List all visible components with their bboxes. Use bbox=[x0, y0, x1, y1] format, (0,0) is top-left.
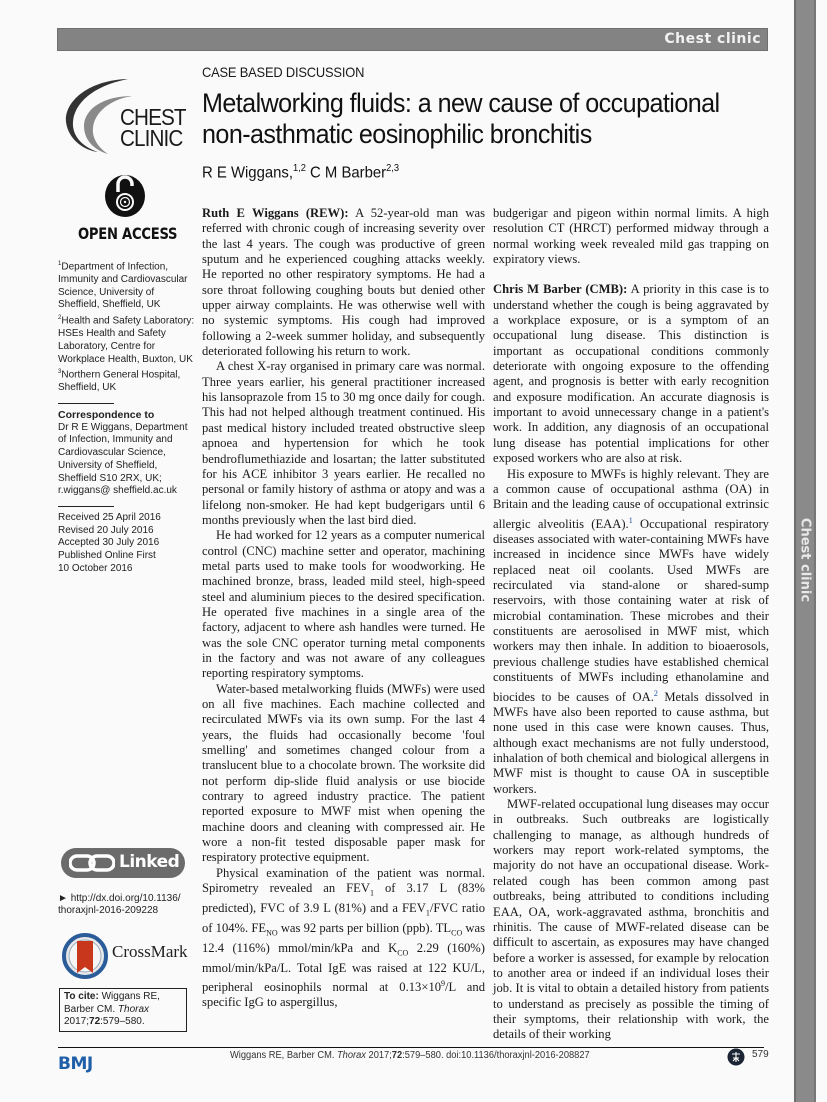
chain-link-icon bbox=[69, 854, 115, 872]
side-section-tab bbox=[794, 0, 816, 1102]
article-sidebar bbox=[58, 258, 198, 575]
affiliation: $^3$Northern General Hospital, Sheffield, UK bbox=[58, 369, 181, 394]
chest-clinic-logo bbox=[58, 76, 184, 156]
bmj-logo: BMJ bbox=[58, 1054, 93, 1074]
article-title: Metalworking fluids: a new cause of occupational non-asthmatic eosinophilic bronchitis bbox=[202, 88, 720, 149]
paragraph: MWF-related occupational lung diseases may occur in outbreaks. Such outbreaks are logistically challenging to manage, as although hundreds of workers may report work-related symptoms, the majority do not have an occupational disease. Work-related cough has been common among past outbreaks, being attributed to conditions including EAA, OA, work-aggravated asthma, bronchitis and rhinitis. The cause of MWF-related disease can be difficult to ascertain, as exposures may have changed before a worker is assessed, for example by relocation to another area or indeed if an individual loses their job. It is vital to obtain a detailed history from patients to understand as precisely as possible the timing of their symptoms, their relationship with work, the details of their working bbox=[493, 797, 769, 1042]
society-seal-icon bbox=[727, 1048, 745, 1066]
page-number: 579 bbox=[752, 1049, 769, 1060]
linked-article-link[interactable]: ► http://dx.doi.org/10.1136/ thoraxjnl-2016-209228 bbox=[58, 893, 181, 916]
open-lock-icon bbox=[104, 172, 146, 218]
section-label: Chest clinic bbox=[664, 31, 761, 47]
affiliation: $^1$Department of Infection, Immunity and Cardiovascular Science, University of Sheffield, Sheffield, UK bbox=[58, 261, 188, 311]
date-published: 10 October 2016 bbox=[58, 562, 133, 574]
author-affiliation: 2,3 bbox=[386, 163, 400, 174]
logo-line-1: CHEST bbox=[120, 104, 186, 130]
crossmark-label[interactable]: CrossMark bbox=[112, 942, 188, 961]
author-name[interactable]: R E Wiggans, bbox=[202, 164, 293, 182]
section-header-bar bbox=[57, 28, 768, 51]
paragraph: Water-based metalworking fluids (MWFs) were used on all five machines. Each machine collected and recirculated MWFs via its own sump. For the last 4 years, the fluids had occasionally become 'foul smelling' and sometimes changed colour from a translucent blue to a chocolate brown. The worksite did not perform dip-slide fluid analysis or use biocide contrary to agreed industry practice. The patient reported exposure to MWF mist when opening the machine doors and cleaning with compressed air. He wore a non-fit tested disposable paper mask for respiratory protective equipment. bbox=[202, 681, 485, 865]
logo-line-2: CLINIC bbox=[120, 125, 183, 151]
affiliation: $^2$Health and Safety Laboratory: HSEs Health and Safety Laboratory, Centre for Workplace Health, Buxton, UK bbox=[58, 315, 195, 365]
citation-box: To cite: Wiggans RE, Barber CM. Thorax 2017;72:579–580. bbox=[59, 988, 187, 1032]
paragraph: Chris M Barber (CMB): A priority in this case is to understand whether the cough is being aggravated by a workplace exposure, or is a symptom of an occupational lung disease. This distinction is important as occupational conditions commonly deteriorate with ongoing exposure to the offending agent, and prognosis is better with early recognition and exposure modification. An accurate diagnosis is important to avoid unnecessary change in a patient's work. In addition, any diagnosis of an occupational lung disease has potential implications for other exposed workers who are also at risk. bbox=[493, 282, 769, 466]
date-received: Received 25 April 2016 bbox=[58, 511, 161, 523]
paragraph: He had worked for 12 years as a computer numerical control (CNC) machine setter and operator, machining metal parts used to make tools for woodworking. He machined bronze, brass, leaded mild steel, high-speed steel and aluminium pieces to the desired specification. He operated five machines in a single area of the factory, adjacent to where ash handles were turned. He was the sole CNC operator turning metal components in the factory and was not aware of any colleagues reporting respiratory symptoms. bbox=[202, 528, 485, 681]
linked-badge[interactable] bbox=[61, 848, 185, 878]
article-type: CASE BASED DISCUSSION bbox=[202, 64, 365, 80]
body-column-1 bbox=[202, 206, 485, 1011]
correspondence-heading: Correspondence to bbox=[58, 409, 155, 422]
reference-link[interactable]: 1 bbox=[628, 515, 633, 525]
date-published-label: Published Online First bbox=[58, 550, 156, 562]
date-accepted: Accepted 30 July 2016 bbox=[58, 537, 160, 549]
logo-text bbox=[120, 104, 186, 151]
paragraph: budgerigar and pigeon within normal limits. A high resolution CT (HRCT) performed midway through a normal working week revealed mild gas trapping on expiratory views. bbox=[493, 206, 769, 267]
footer-citation: Wiggans RE, Barber CM. Thorax 2017;72:579–580. doi:10.1136/thoraxjnl-2016-208827 bbox=[230, 1050, 590, 1061]
linked-label: Linked bbox=[119, 852, 180, 872]
body-column-2 bbox=[493, 206, 769, 1043]
author-name[interactable]: C M Barber bbox=[310, 164, 387, 182]
paragraph: Ruth E Wiggans (REW): A 52-year-old man was referred with chronic cough of increasing severity over the last 4 years. The cough was productive of green sputum and he experienced coughing attacks weekly. He reported no other respiratory symptoms. He had a sore throat following coughing bouts but denied other upper airway complaints. He was otherwise well with no systemic symptoms. His cough had improved following a 2-week summer holiday, and subsequently deteriorated following his return to work. bbox=[202, 206, 486, 359]
open-access-label: OPEN ACCESS bbox=[78, 224, 178, 243]
date-revised: Revised 20 July 2016 bbox=[58, 524, 154, 536]
divider bbox=[58, 506, 114, 507]
crossmark-icon[interactable] bbox=[62, 933, 108, 979]
author-list bbox=[202, 163, 399, 182]
paragraph: A chest X-ray organised in primary care was normal. Three years earlier, his general practitioner increased his lansoprazole from 15 to 30 mg once daily for cough. This had not helped although treatment continued. His past medical history included treated obstructive sleep apnoea and hypertension for which he took bendroflumethiazide and losartan; the latter substituted for his ACE inhibitor 3 years earlier. He recalled no personal or family history of asthma or atopy and was a lifelong non-smoker. He had kept budgerigars until 6 months previously when the last bird died. bbox=[202, 359, 485, 527]
side-tab-label: Chest clinic bbox=[797, 517, 813, 603]
divider bbox=[58, 403, 114, 404]
footer-divider bbox=[58, 1047, 764, 1048]
reference-link[interactable]: 2 bbox=[653, 688, 658, 698]
author-affiliation: 1,2 bbox=[292, 163, 306, 174]
correspondence-text: Dr R E Wiggans, Department of Infection, Immunity and Cardiovascular Science, University of Sheffield, Sheffield S10 2RX, UK; r.wiggans@ sheffield.ac.uk bbox=[58, 421, 188, 497]
paragraph: Physical examination of the patient was normal. Spirometry revealed an $FEV_1$ of 3.17 L (83% predicted), FVC of 3.9 L (81%) and a $FEV_1$/FVC ratio of 104%. $FE_{NO}$ was 92 parts per billion (ppb). $TL_{CO}$ was 12.4 (116%) mmol/min/kPa and $K_{CO}$ 2.29 (160%) mmol/min/kPa/L. Total IgE was raised at 122 KU/L, peripheral eosinophils normal at $0.13\times 10^9/L$ and specific IgG to aspergillus, bbox=[202, 865, 486, 1010]
paragraph: His exposure to MWFs is highly relevant. They are a common cause of occupational asthma (OA) in Britain and the leading cause of occupational extrinsic allergic alveolitis (EAA).$^1$ Occupational respiratory diseases associated with water-containing MWFs have increased in incidence since MWFs have widely replaced neat oil coolants. Used MWFs are recirculated via stand-alone or shared-sump reservoirs, with those containing water at risk of microbial contamination. These microbes and their constituents are aerosolised in MWF mist, which workers may then inhale. In addition to bioaerosols, previous challenge studies have established chemical constituents of MWFs including ethanolamine and biocides to be causes of OA.$^2$ Metals dissolved in MWFs have also been reported to cause asthma, but none used in this case were known causes. Thus, although exact mechanisms are not fully understood, inhalation of both chemical and biological allergens in MWF mist is thought to cause OA in susceptible workers. bbox=[493, 466, 769, 796]
